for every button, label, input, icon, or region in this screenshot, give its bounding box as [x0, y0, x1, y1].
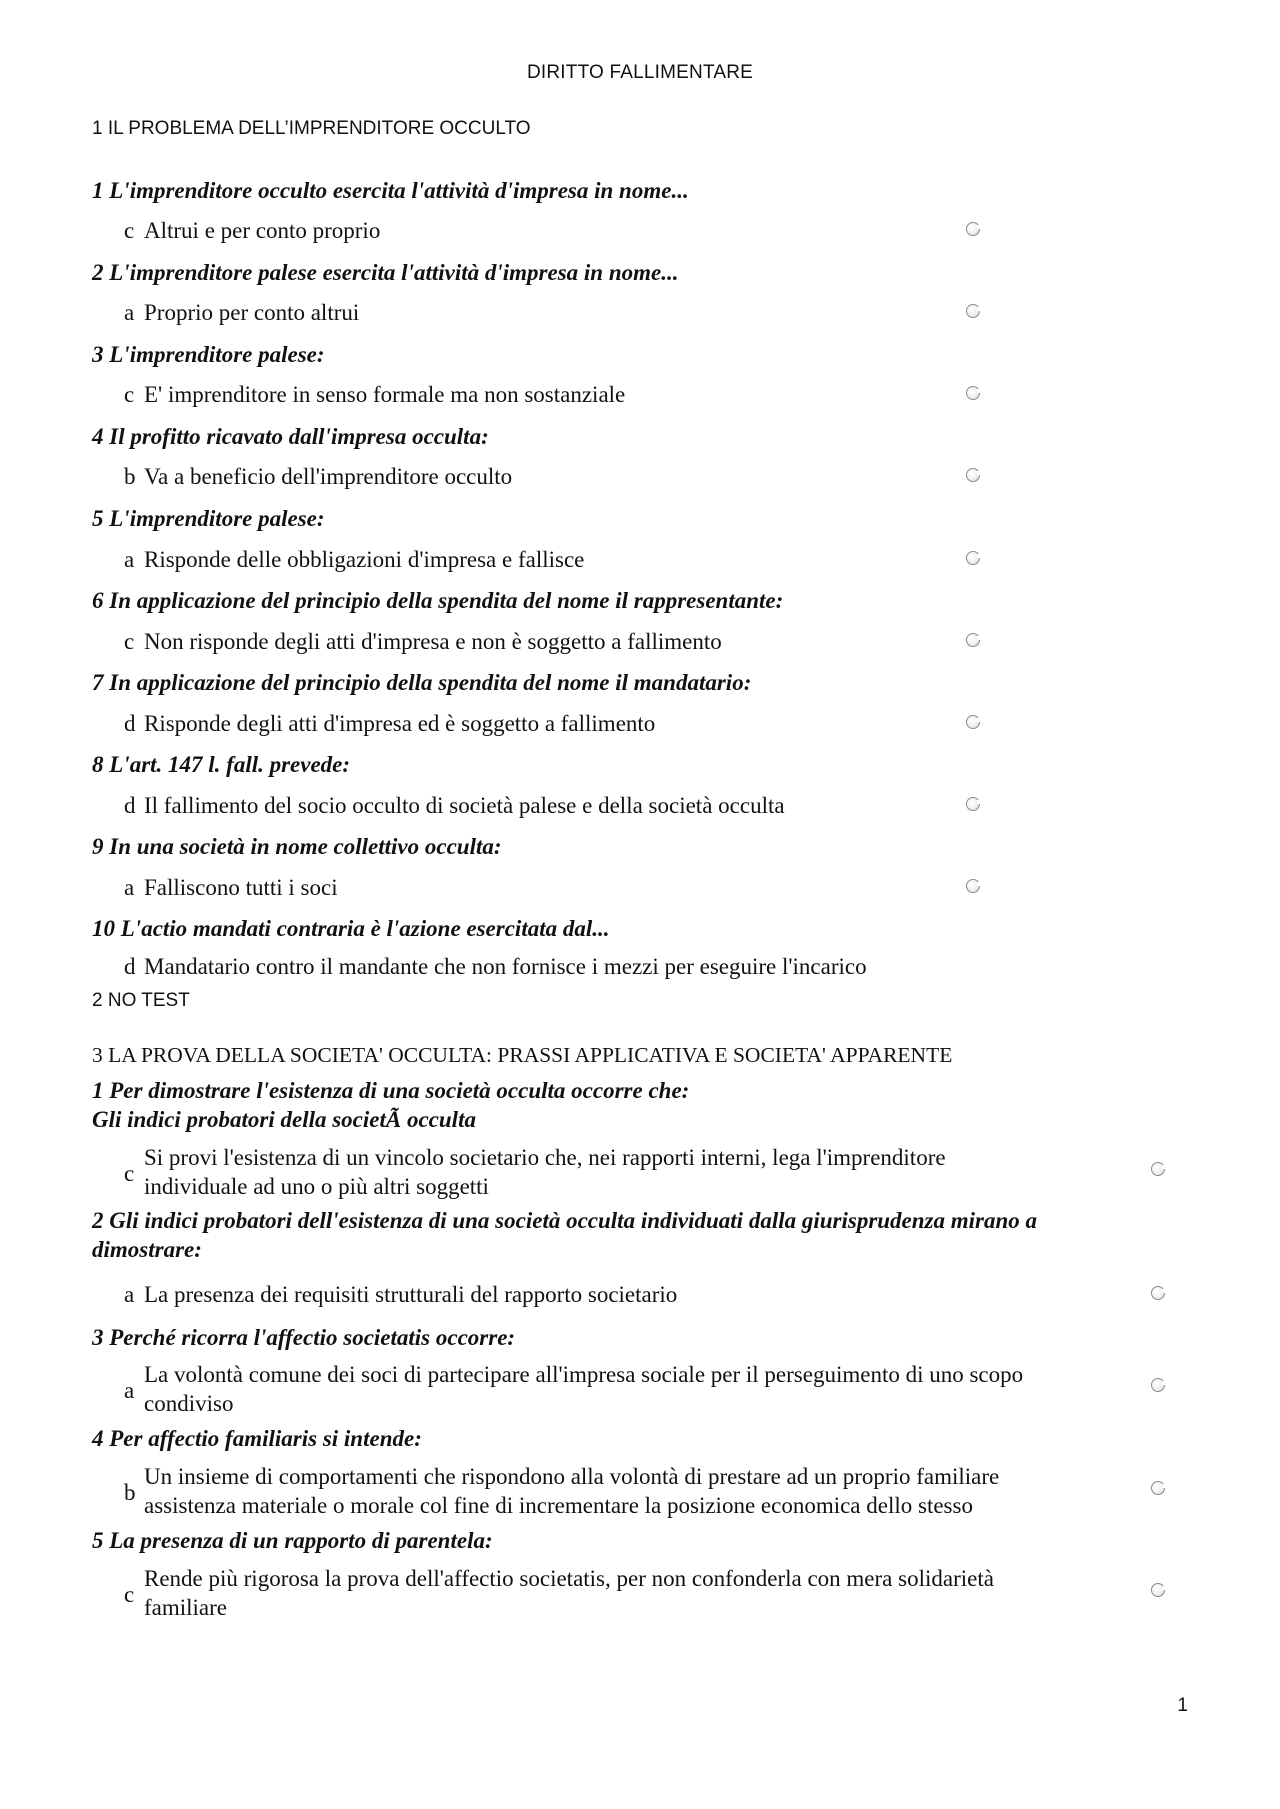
radio-button-icon[interactable] — [1151, 1481, 1165, 1495]
question-1-7: 7 In applicazione del principio della spendita del nome il mandatario: — [92, 670, 752, 695]
answer-text: Risponde degli atti d'impresa ed è soggetto a fallimento — [144, 711, 656, 736]
answer-letter: a — [124, 1282, 135, 1307]
answer-1-6 — [124, 627, 722, 656]
radio-button-icon[interactable] — [966, 797, 980, 811]
answer-letter: a — [124, 875, 135, 900]
question-3-2-line-2: dimostrare: — [92, 1237, 202, 1262]
answer-letter: b — [124, 1480, 136, 1505]
answer-text: Proprio per conto altrui — [144, 300, 360, 325]
answer-1-1 — [124, 216, 380, 245]
question-1-1: 1 L'imprenditore occulto esercita l'attività d'impresa in nome... — [92, 178, 689, 203]
answer-text: Non risponde degli atti d'impresa e non è soggetto a fallimento — [144, 629, 722, 654]
answer-text-line-2: familiare — [144, 1595, 228, 1620]
answer-1-5 — [124, 545, 584, 574]
radio-button-icon[interactable] — [1151, 1378, 1165, 1392]
question-1-4: 4 Il profitto ricavato dall'impresa occulta: — [92, 424, 489, 449]
radio-button-icon[interactable] — [966, 386, 980, 400]
radio-button-icon[interactable] — [966, 468, 980, 482]
radio-button-icon[interactable] — [966, 222, 980, 236]
answer-letter: a — [124, 1378, 135, 1403]
section-1-heading: 1 IL PROBLEMA DELL’IMPRENDITORE OCCULTO — [92, 118, 531, 139]
radio-button-icon[interactable] — [966, 715, 980, 729]
answer-text-line-1: Rende più rigorosa la prova dell'affectio societatis, per non confonderla con mera solidarietà — [144, 1566, 994, 1591]
answer-text: La presenza dei requisiti strutturali del rapporto societario — [144, 1282, 678, 1307]
radio-button-icon[interactable] — [1151, 1162, 1165, 1176]
answer-letter: d — [124, 711, 136, 736]
section-2-heading: 2 NO TEST — [92, 990, 190, 1011]
answer-letter: c — [124, 629, 135, 654]
answer-1-10 — [124, 952, 867, 981]
question-1-6: 6 In applicazione del principio della spendita del nome il rappresentante: — [92, 588, 784, 613]
answer-text-line-2: individuale ad uno o più altri soggetti — [144, 1174, 489, 1199]
answer-letter: c — [124, 1582, 135, 1607]
question-1-2: 2 L'imprenditore palese esercita l'attività d'impresa in nome... — [92, 260, 679, 285]
answer-1-7 — [124, 709, 655, 738]
question-1-5: 5 L'imprenditore palese: — [92, 506, 325, 531]
answer-text-line-1: La volontà comune dei soci di partecipare all'impresa sociale per il perseguimento di uno scopo — [144, 1362, 1024, 1387]
radio-button-icon[interactable] — [1151, 1583, 1165, 1597]
answer-text-line-2: condiviso — [144, 1391, 234, 1416]
answer-text-line-1: Si provi l'esistenza di un vincolo societario che, nei rapporti interni, lega l'imprenditore — [144, 1145, 946, 1170]
answer-3-2 — [124, 1280, 677, 1309]
question-3-2: 2 Gli indici probatori dell'esistenza di una società occulta individuati dalla giurisprudenza mirano a — [92, 1208, 1038, 1233]
answer-1-3 — [124, 380, 625, 409]
answer-text: Il fallimento del socio occulto di società palese e della società occulta — [144, 793, 785, 818]
question-3-1: 1 Per dimostrare l'esistenza di una società occulta occorre che: — [92, 1078, 690, 1103]
answer-text: Altrui e per conto proprio — [144, 218, 381, 243]
answer-text: Mandatario contro il mandante che non fornisce i mezzi per eseguire l'incarico — [144, 954, 867, 979]
question-1-8: 8 L'art. 147 l. fall. prevede: — [92, 752, 351, 777]
answer-letter: b — [124, 464, 136, 489]
radio-button-icon[interactable] — [1151, 1286, 1165, 1300]
radio-button-icon[interactable] — [966, 879, 980, 893]
answer-text: Va a beneficio dell'imprenditore occulto — [144, 464, 513, 489]
page-number: 1 — [1177, 1695, 1188, 1716]
answer-1-9 — [124, 873, 338, 902]
question-3-4: 4 Per affectio familiaris si intende: — [92, 1426, 422, 1451]
answer-text: E' imprenditore in senso formale ma non sostanziale — [144, 382, 626, 407]
document-title: DIRITTO FALLIMENTARE — [526, 62, 754, 83]
answer-letter: c — [124, 382, 135, 407]
answer-1-4 — [124, 462, 512, 491]
answer-1-8 — [124, 791, 785, 820]
answer-1-2 — [124, 298, 359, 327]
radio-button-icon[interactable] — [966, 633, 980, 647]
answer-text-line-1: Un insieme di comportamenti che rispondono alla volontà di prestare ad un proprio familiare — [144, 1464, 1000, 1489]
answer-text: Risponde delle obbligazioni d'impresa e fallisce — [144, 547, 585, 572]
answer-letter: d — [124, 793, 136, 818]
answer-letter: a — [124, 547, 135, 572]
answer-text: Falliscono tutti i soci — [144, 875, 338, 900]
question-3-5: 5 La presenza di un rapporto di parentela: — [92, 1528, 493, 1553]
radio-button-icon[interactable] — [966, 551, 980, 565]
section-3-heading: 3 LA PROVA DELLA SOCIETA' OCCULTA: PRASSI APPLICATIVA E SOCIETA' APPARENTE — [92, 1043, 953, 1067]
question-1-10: 10 L'actio mandati contraria è l'azione esercitata dal... — [92, 916, 610, 941]
answer-letter: c — [124, 218, 135, 243]
question-3-1-line-2: Gli indici probatori della societÃ occulta — [92, 1107, 476, 1132]
question-1-3: 3 L'imprenditore palese: — [92, 342, 325, 367]
answer-letter: c — [124, 1161, 135, 1186]
answer-letter: a — [124, 300, 135, 325]
question-1-9: 9 In una società in nome collettivo occulta: — [92, 834, 502, 859]
answer-letter: d — [124, 954, 136, 979]
answer-text-line-2: assistenza materiale o morale col fine di incrementare la posizione economica dello stesso — [144, 1493, 973, 1518]
question-3-3: 3 Perché ricorra l'affectio societatis occorre: — [92, 1325, 516, 1350]
radio-button-icon[interactable] — [966, 304, 980, 318]
